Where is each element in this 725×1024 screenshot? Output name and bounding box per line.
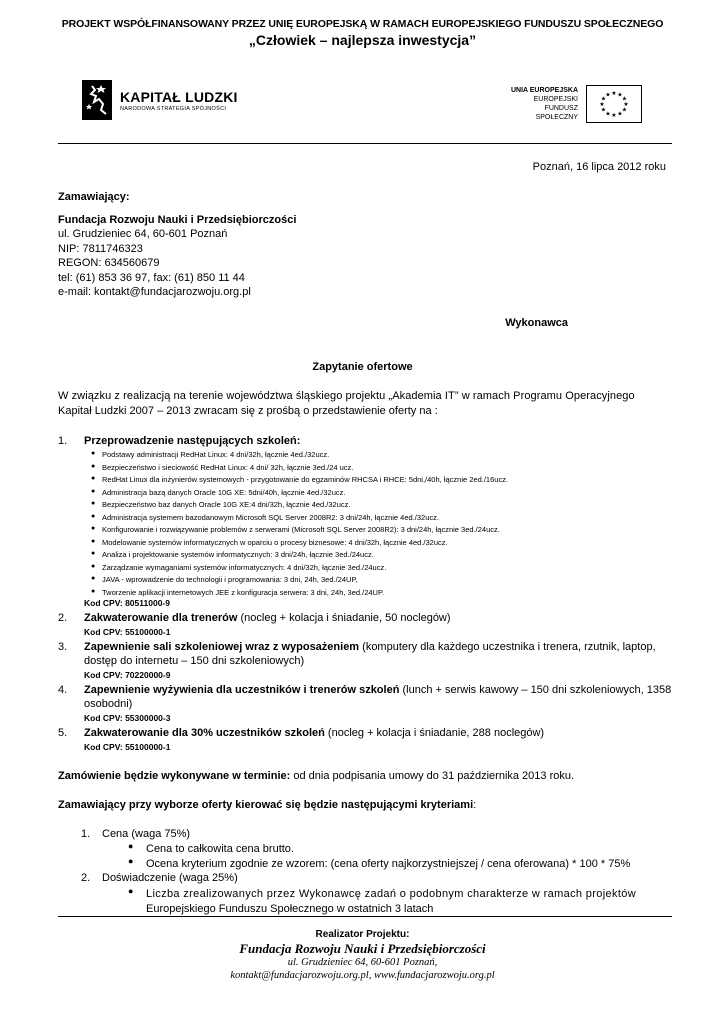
eu-logo: [502, 85, 642, 123]
item-2-title: Zakwaterowanie dla trenerów: [84, 612, 238, 624]
document-date: Poznań, 16 lipca 2012 roku: [532, 161, 666, 173]
training-item: Modelowanie systemów informatycznych w oparciu o procesy biznesowe: 4 dni/32h, łącznie 4ed./32ucz.: [102, 537, 448, 547]
item-5-cpv: Kod CPV: 55100000-1: [84, 742, 171, 752]
item-1-number: 1.: [58, 435, 68, 447]
orderer-phone: tel: (61) 853 36 97, fax: (61) 850 11 44: [58, 272, 245, 284]
item-1-cpv: Kod CPV: 80511000-9: [84, 598, 170, 608]
bullet-icon: ●: [91, 562, 96, 570]
criterion-1-number: 1.: [81, 828, 91, 840]
training-item: JAVA - wprowadzenie do technologii i programowania: 3 dni, 24h, 3ed./24UP,: [102, 575, 358, 584]
eu-line-3: FUNDUSZ SPOŁECZNY: [535, 105, 578, 121]
training-item: Bezpieczeństwo i sieciowość RedHat Linux: 4 dni/ 32h, łącznie 3ed./24 ucz.: [102, 462, 354, 472]
svg-text:★: ★: [621, 95, 628, 103]
item-3-title: Zapewnienie sali szkoleniowej wraz z wyposażeniem: [84, 641, 360, 653]
execution-term-value: od dnia podpisania umowy do 31 października 2013 roku.: [290, 770, 575, 782]
item-1-title: Przeprowadzenie następujących szkoleń:: [84, 435, 301, 447]
bullet-icon: ●: [91, 487, 96, 495]
item-4-line-2: osobodni): [84, 698, 133, 710]
item-4-text: [84, 683, 672, 697]
intro-line-1: W związku z realizacją na terenie województwa śląskiego projektu „Akademia IT” w ramach Programu Operacyjnego: [58, 390, 635, 402]
training-item: Podstawy administracji RedHat Linux: 4 dni/32h, łącznie 4ed./32ucz.: [102, 450, 330, 459]
svg-text:★: ★: [617, 110, 623, 118]
footer-divider: [58, 916, 672, 917]
svg-text:★: ★: [611, 90, 617, 97]
eu-line-1: UNIA EUROPEJSKA: [510, 87, 578, 94]
training-item: Administracja bazą danych Oracle 10G XE: 5dni/40h, łącznie 4ed./32ucz.: [102, 487, 346, 497]
criterion-1: Cena (waga 75%): [102, 828, 191, 840]
bullet-icon: ●: [91, 550, 96, 557]
training-item: Zarządzanie wymaganiami systemów informatycznych: 4 dni/32h, łącznie 3ed./24ucz.: [102, 562, 387, 572]
header-divider: [58, 143, 672, 144]
footer-label: Realizator Projektu:: [315, 929, 410, 940]
item-3-line-2: dostęp do internetu – 150 dni szkoleniowych): [84, 655, 305, 667]
orderer-email: e-mail: kontakt@fundacjarozwoju.org.pl: [58, 286, 251, 298]
execution-term-label: Zamówienie będzie wykonywane w terminie:: [58, 770, 291, 782]
bullet-icon: ●: [91, 525, 96, 532]
svg-text:★: ★: [600, 106, 607, 114]
eu-line-2: EUROPEJSKI: [533, 96, 578, 103]
project-motto: „Człowiek – najlepsza inwestycja”: [248, 32, 477, 48]
training-item: Konfigurowanie i rozwiązywanie problemów z serwerami (Microsoft SQL Server 2008R2): 3 dni/24h, łącznie 3ed./24ucz.: [102, 525, 500, 534]
training-item: Bezpieczeństwo baz danych Oracle 10G XE:4 dni/32h, łącznie 4ed./32ucz.: [102, 500, 351, 509]
item-4-title: Zapewnienie wyżywienia dla uczestników i trenerów szkoleń: [84, 684, 400, 696]
criterion-2: Doświadczenie (waga 25%): [102, 872, 238, 884]
contractor-heading: Wykonawca: [505, 317, 568, 329]
svg-text:★: ★: [605, 91, 611, 99]
item-2-detail: (nocleg + kolacja i śniadanie, 50 noclegów): [237, 612, 451, 624]
criterion-1-bullet-2: Ocena kryterium zgodnie ze wzorem: (cena oferty najkorzystniejszej / cena oferowana) * 100 * 75%: [146, 858, 631, 870]
bullet-icon: ●: [91, 500, 96, 507]
svg-text:★: ★: [600, 95, 607, 103]
item-3-number: 3.: [58, 641, 68, 653]
item-2-number: 2.: [58, 612, 68, 624]
project-cofinancing-header: PROJEKT WSPÓŁFINANSOWANY PRZEZ UNIĘ EUROPEJSKĄ W RAMACH EUROPEJSKIEGO FUNDUSZU SPOŁECZNEGO: [61, 18, 664, 30]
svg-text:★: ★: [621, 106, 628, 114]
item-5-detail: (nocleg + kolacja i śniadanie, 288 noclegów): [324, 727, 545, 739]
bullet-icon: ●: [128, 886, 134, 896]
eu-flag-icon: [586, 85, 642, 123]
kapital-ludzki-title: KAPITAŁ LUDZKI: [120, 88, 238, 105]
criterion-2-bullet-1-line-1: Liczba zrealizowanych przez Wykonawcę zadań o podobnym charakterze w ramach projektów: [146, 888, 637, 900]
training-item: Analiza i projektowanie systemów informatycznych: 3 dni/24h, łącznie 3ed./24ucz.: [102, 550, 374, 559]
svg-text:★: ★: [623, 101, 629, 108]
svg-text:★: ★: [611, 112, 617, 119]
training-item: RedHat Linux dla inżynierów systemowych - przygotowanie do egzaminów RHCSA i RHCE: 5dni,/40h, łącznie 2ed./16ucz.: [102, 475, 509, 484]
bullet-icon: ●: [91, 475, 96, 482]
criterion-2-number: 2.: [81, 872, 91, 884]
training-item: Administracja systemem bazodanowym Microsoft SQL Server 2008R2: 3 dni/24h, łącznie 4ed./32ucz.: [102, 512, 439, 522]
item-4-number: 4.: [58, 684, 68, 696]
item-5-number: 5.: [58, 727, 68, 739]
item-3-cpv: Kod CPV: 70220000-9: [84, 670, 171, 680]
criteria-heading-colon: :: [473, 799, 477, 811]
orderer-heading: Zamawiający:: [58, 191, 130, 203]
bullet-icon: ●: [91, 512, 96, 520]
footer-contact: kontakt@fundacjarozwoju.org.pl, www.fundacjarozwoju.org.pl: [230, 970, 495, 981]
criteria-heading-text: Zamawiający przy wyborze oferty kierować się będzie następującymi kryteriami: [58, 799, 474, 811]
item-2-text: [84, 611, 451, 625]
item-4-cpv: Kod CPV: 55300000-3: [84, 713, 171, 723]
bullet-icon: ●: [91, 450, 96, 457]
item-5-title: Zakwaterowanie dla 30% uczestników szkoleń: [84, 727, 325, 739]
criteria-heading: [58, 798, 476, 812]
document-title: Zapytanie ofertowe: [312, 361, 413, 373]
kapital-ludzki-subtitle: NARODOWA STRATEGIA SPÓJNOŚCI: [120, 105, 227, 112]
bullet-icon: ●: [91, 575, 96, 582]
svg-text:★: ★: [599, 101, 605, 108]
execution-term: [58, 769, 574, 783]
criterion-1-bullet-1: Cena to całkowita cena brutto.: [146, 843, 294, 855]
bullet-icon: ●: [91, 462, 96, 470]
bullet-icon: ●: [128, 841, 134, 851]
item-4-detail: (lunch + serwis kawowy – 150 dni szkoleniowych, 1358: [399, 684, 672, 696]
item-5-text: [84, 726, 544, 740]
bullet-icon: ●: [91, 587, 96, 595]
orderer-nip: NIP: 7811746323: [58, 243, 143, 255]
item-3-text: [84, 640, 669, 654]
item-3-detail: (komputery dla każdego uczestnika i trenera, rzutnik, laptop,: [359, 641, 656, 653]
item-2-cpv: Kod CPV: 55100000-1: [84, 627, 171, 637]
svg-text:★: ★: [617, 91, 623, 99]
criterion-2-bullet-1-line-2: Europejskiego Funduszu Społecznego w ostatnich 3 latach: [146, 903, 434, 915]
kapital-ludzki-logo: [82, 80, 238, 120]
svg-text:★: ★: [605, 110, 611, 118]
bullet-icon: ●: [128, 856, 134, 866]
kapital-ludzki-emblem-icon: [82, 80, 112, 120]
orderer-regon: REGON: 634560679: [58, 257, 160, 269]
footer-address: ul. Grudzieniec 64, 60-601 Poznań,: [287, 957, 438, 968]
orderer-name: Fundacja Rozwoju Nauki i Przedsiębiorczości: [58, 214, 297, 226]
bullet-icon: ●: [91, 537, 96, 545]
orderer-address: ul. Grudzieniec 64, 60-601 Poznań: [58, 228, 228, 240]
footer-organization: Fundacja Rozwoju Nauki i Przedsiębiorczości: [239, 941, 486, 956]
training-item: Tworzenie aplikacji internetowych JEE z konfiguracja serwera: 3 dni, 24h, 3ed./24UP.: [102, 587, 385, 597]
intro-line-2: Kapitał Ludzki 2007 – 2013 zwracam się z prośbą o przedstawienie oferty na :: [58, 405, 438, 417]
